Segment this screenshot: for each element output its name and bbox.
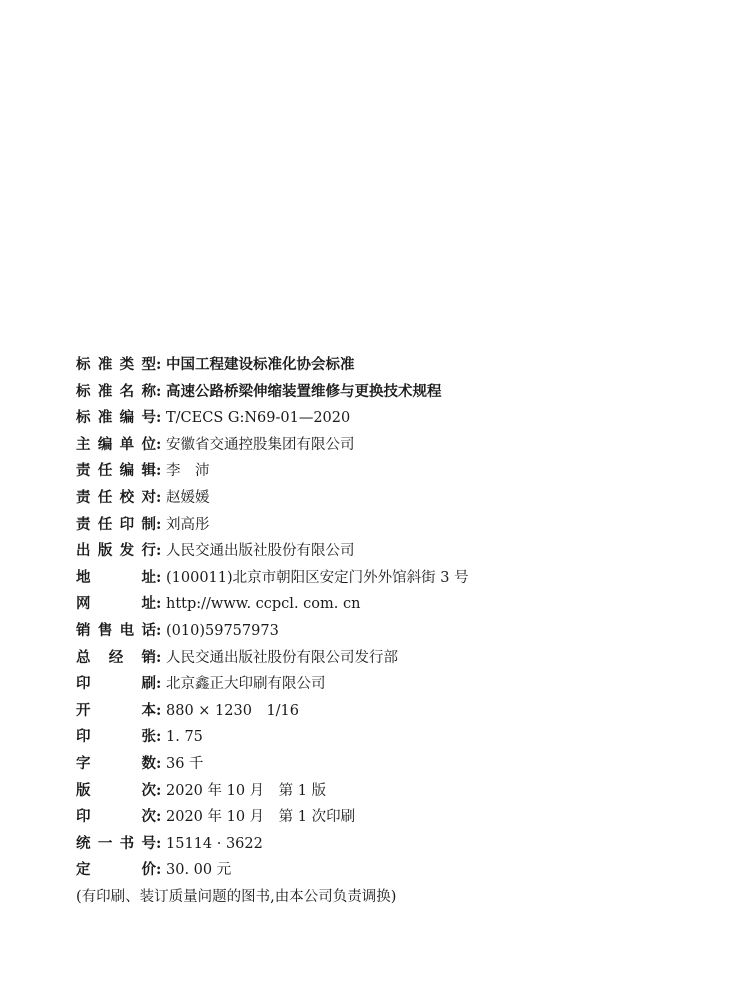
website-row: 网 址 : http://www. ccpcl. com. cn <box>76 591 706 618</box>
row-label: 责任印制 <box>76 516 156 533</box>
row-value: 2020 年 10 月 第 1 版 <box>166 782 327 799</box>
row-label: 印 次 <box>76 809 156 826</box>
row-value: (100011)北京市朝阳区安定门外外馆斜街 3 号 <box>166 569 469 586</box>
responsible-editor-row: 责任编辑 : 李 沛 <box>76 458 706 485</box>
colophon-block <box>76 352 706 910</box>
word-count-row: 字 数 : 36 千 <box>76 751 706 778</box>
row-value: (010)59757973 <box>166 622 279 639</box>
standard-number-row: 标准编号 : T/CECS G:N69-01—2020 <box>76 405 706 432</box>
row-value: 刘高彤 <box>166 516 210 533</box>
row-label: 责任校对 <box>76 489 156 506</box>
row-label: 统一书号 <box>76 835 156 852</box>
row-value: 1. 75 <box>166 729 203 746</box>
row-label: 标准编号 <box>76 410 156 427</box>
row-value: 李 沛 <box>166 463 210 480</box>
row-label: 销售电话 <box>76 622 156 639</box>
edition-row: 版 次 : 2020 年 10 月 第 1 版 <box>76 778 706 805</box>
row-label: 印 张 <box>76 729 156 746</box>
row-label: 出版发行 <box>76 543 156 560</box>
publisher-row: 出版发行 : 人民交通出版社股份有限公司 <box>76 538 706 565</box>
row-label: 标准名称 <box>76 383 156 400</box>
row-value: 880 × 1230 1/16 <box>166 702 300 719</box>
row-label: 定 价 <box>76 862 156 879</box>
row-value: 30. 00 元 <box>166 862 232 879</box>
format-row: 开 本 : 880 × 1230 1/16 <box>76 698 706 725</box>
proofreader-row: 责任校对 : 赵媛媛 <box>76 485 706 512</box>
row-label: 地 址 <box>76 569 156 586</box>
row-label: 印 刷 <box>76 676 156 693</box>
standard-name-row: 标准名称 : 高速公路桥梁伸缩装置维修与更换技术规程 <box>76 379 706 406</box>
sheets-row: 印 张 : 1. 75 <box>76 724 706 751</box>
printer-row: 印 刷 : 北京鑫正大印刷有限公司 <box>76 671 706 698</box>
chief-editor-unit-row: 主编单位 : 安徽省交通控股集团有限公司 <box>76 432 706 459</box>
quality-note: (有印刷、装订质量问题的图书,由本公司负责调换) <box>76 888 397 905</box>
row-value: 北京鑫正大印刷有限公司 <box>166 676 326 693</box>
row-label: 总 经 销 <box>76 649 156 666</box>
row-value: 15114 · 3622 <box>166 835 263 852</box>
row-value: 中国工程建设标准化协会标准 <box>166 357 355 373</box>
standard-type-row: 标准类型 : 中国工程建设标准化协会标准 <box>76 352 706 379</box>
distributor-row: 总 经 销 : 人民交通出版社股份有限公司发行部 <box>76 645 706 672</box>
row-label: 网 址 <box>76 596 156 613</box>
price-row: 定 价 : 30. 00 元 <box>76 857 706 884</box>
row-value: 赵媛媛 <box>166 489 210 506</box>
row-label: 责任编辑 <box>76 463 156 480</box>
row-value: 高速公路桥梁伸缩装置维修与更换技术规程 <box>166 383 442 400</box>
row-value: T/CECS G:N69-01—2020 <box>166 410 351 427</box>
address-row: 地 址 : (100011)北京市朝阳区安定门外外馆斜街 3 号 <box>76 565 706 592</box>
row-value: 安徽省交通控股集团有限公司 <box>166 436 355 453</box>
row-label: 标准类型 <box>76 357 156 373</box>
website-link: http://www. ccpcl. com. cn <box>166 596 361 613</box>
print-supervisor-row: 责任印制 : 刘高彤 <box>76 512 706 539</box>
row-label: 开 本 <box>76 702 156 719</box>
row-value: 2020 年 10 月 第 1 次印刷 <box>166 809 356 826</box>
sales-phone-row: 销售电话 : (010)59757973 <box>76 618 706 645</box>
row-label: 版 次 <box>76 782 156 799</box>
row-label: 主编单位 <box>76 436 156 453</box>
row-value: 人民交通出版社股份有限公司 <box>166 543 355 560</box>
printing-row: 印 次 : 2020 年 10 月 第 1 次印刷 <box>76 804 706 831</box>
row-value: 36 千 <box>166 755 204 772</box>
row-value: 人民交通出版社股份有限公司发行部 <box>166 649 398 666</box>
book-number-row: 统一书号 : 15114 · 3622 <box>76 831 706 858</box>
row-label: 字 数 <box>76 755 156 772</box>
